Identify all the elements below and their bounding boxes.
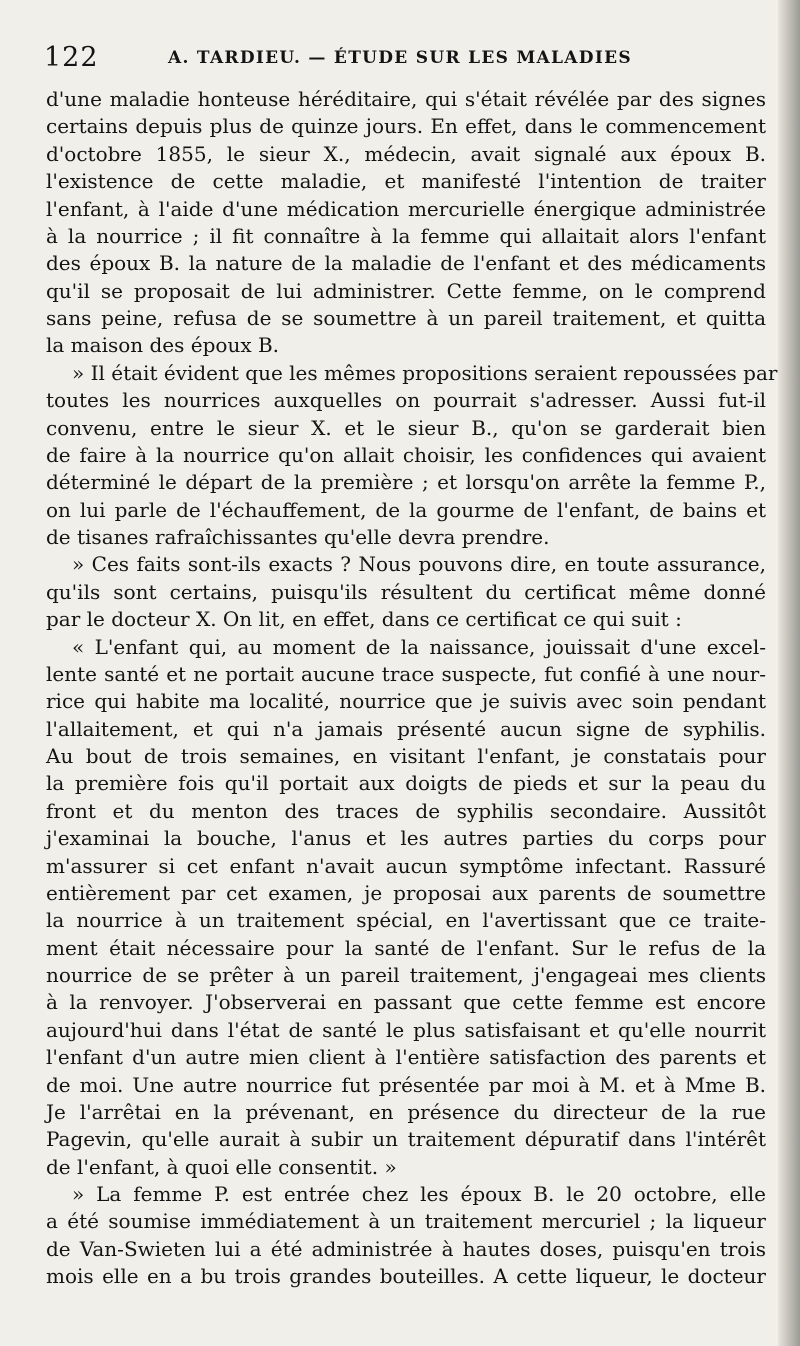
text-line: d'une maladie honteuse héréditaire, qui s'était révélée par des signes xyxy=(46,87,766,111)
text-line: entièrement par cet examen, je proposai aux parents de soumettre xyxy=(46,880,766,905)
text-line: déterminé le départ de la première ; et lorsqu'on arrête la femme P., xyxy=(46,470,766,495)
text-line: à la nourrice ; il fit connaître à la femme qui allaitait alors l'enfant xyxy=(46,223,766,248)
text-line: toutes les nourrices auxquelles on pourrait s'adresser. Aussi fut-il xyxy=(46,388,766,413)
text-line: mois elle en a bu trois grandes bouteilles. A cette liqueur, le docteur xyxy=(46,1264,766,1289)
text-line: » Ces faits sont-ils exacts ? Nous pouvons dire, en toute assurance, xyxy=(72,552,766,577)
text-line: » La femme P. est entrée chez les époux B. le 20 octobre, elle xyxy=(72,1182,766,1206)
text-line: aujourd'hui dans l'état de santé le plus satisfaisant et qu'elle nourrit xyxy=(46,1017,766,1042)
text-line: sans peine, refusa de se soumettre à un pareil traitement, et quitta xyxy=(46,306,766,330)
text-line: d'octobre 1855, le sieur X., médecin, avait signalé aux époux B. xyxy=(46,141,766,166)
text-line: des époux B. la nature de la maladie de l'enfant et des médicaments xyxy=(46,251,766,276)
text-line: par le docteur X. On lit, en effet, dans ce certificat ce qui suit : xyxy=(46,607,682,632)
text-line: front et du menton des traces de syphilis secondaire. Aussitôt xyxy=(46,798,766,823)
text-line: qu'il se proposait de lui administrer. Cette femme, on le comprend xyxy=(46,278,766,303)
text-line: m'assurer si cet enfant n'avait aucun symptôme infectant. Rassuré xyxy=(46,853,766,878)
text-line: on lui parle de l'échauffement, de la gourme de l'enfant, de bains et xyxy=(46,497,766,522)
text-line: l'existence de cette maladie, et manifesté l'intention de traiter xyxy=(46,169,766,194)
text-line: la première fois qu'il portait aux doigts de pieds et sur la peau du xyxy=(46,771,766,796)
text-line: Pagevin, qu'elle aurait à subir un traitement dépuratif dans l'intérêt xyxy=(46,1127,766,1152)
text-line: Au bout de trois semaines, en visitant l'enfant, je constatais pour xyxy=(46,744,766,768)
page-edge-shadow xyxy=(778,0,800,1346)
text-line: l'allaitement, et qui n'a jamais présenté aucun signe de syphilis. xyxy=(46,716,766,741)
text-line: convenu, entre le sieur X. et le sieur B., qu'on se garderait bien xyxy=(46,415,766,440)
text-line: lente santé et ne portait aucune trace suspecte, fut confié à une nour- xyxy=(46,661,766,686)
running-title: A. TARDIEU. — ÉTUDE SUR LES MALADIES xyxy=(168,48,632,68)
text-line: certains depuis plus de quinze jours. En effet, dans le commencement xyxy=(46,114,766,139)
text-line: ment était nécessaire pour la santé de l'enfant. Sur le refus de la xyxy=(46,935,766,960)
text-line: de Van-Swieten lui a été administrée à hautes doses, puisqu'en trois xyxy=(46,1236,766,1261)
text-line: nourrice de se prêter à un pareil traitement, j'engageai mes clients xyxy=(46,963,766,987)
body-text xyxy=(46,86,778,1291)
text-line: » Il était évident que les mêmes propositions seraient repoussées par xyxy=(72,360,778,385)
page-header xyxy=(44,42,764,82)
text-line: de l'enfant, à quoi elle consentit. » xyxy=(46,1154,397,1179)
text-line: j'examinai la bouche, l'anus et les autres parties du corps pour xyxy=(46,826,766,851)
text-line: à la renvoyer. J'observerai en passant que cette femme est encore xyxy=(46,990,766,1015)
page-number: 122 xyxy=(44,42,99,73)
text-line: de moi. Une autre nourrice fut présentée par moi à M. et à Mme B. xyxy=(46,1072,766,1097)
text-line: l'enfant d'un autre mien client à l'entière satisfaction des parents et xyxy=(46,1045,766,1070)
text-line: la nourrice à un traitement spécial, en l'avertissant que ce traite- xyxy=(46,908,766,933)
text-line: « L'enfant qui, au moment de la naissance, jouissait d'une excel- xyxy=(72,634,766,659)
text-line: la maison des époux B. xyxy=(46,333,280,358)
text-line: qu'ils sont certains, puisqu'ils résultent du certificat même donné xyxy=(46,579,766,604)
text-line: rice qui habite ma localité, nourrice que je suivis avec soin pendant xyxy=(46,689,766,714)
text-line: a été soumise immédiatement à un traitement mercuriel ; la liqueur xyxy=(46,1209,766,1234)
text-line: de faire à la nourrice qu'on allait choisir, les confidences qui avaient xyxy=(46,442,766,467)
text-line: l'enfant, à l'aide d'une médication mercurielle énergique administrée xyxy=(46,196,766,221)
text-line: de tisanes rafraîchissantes qu'elle devra prendre. xyxy=(46,525,550,549)
text-line: Je l'arrêtai en la prévenant, en présence du directeur de la rue xyxy=(46,1099,766,1124)
